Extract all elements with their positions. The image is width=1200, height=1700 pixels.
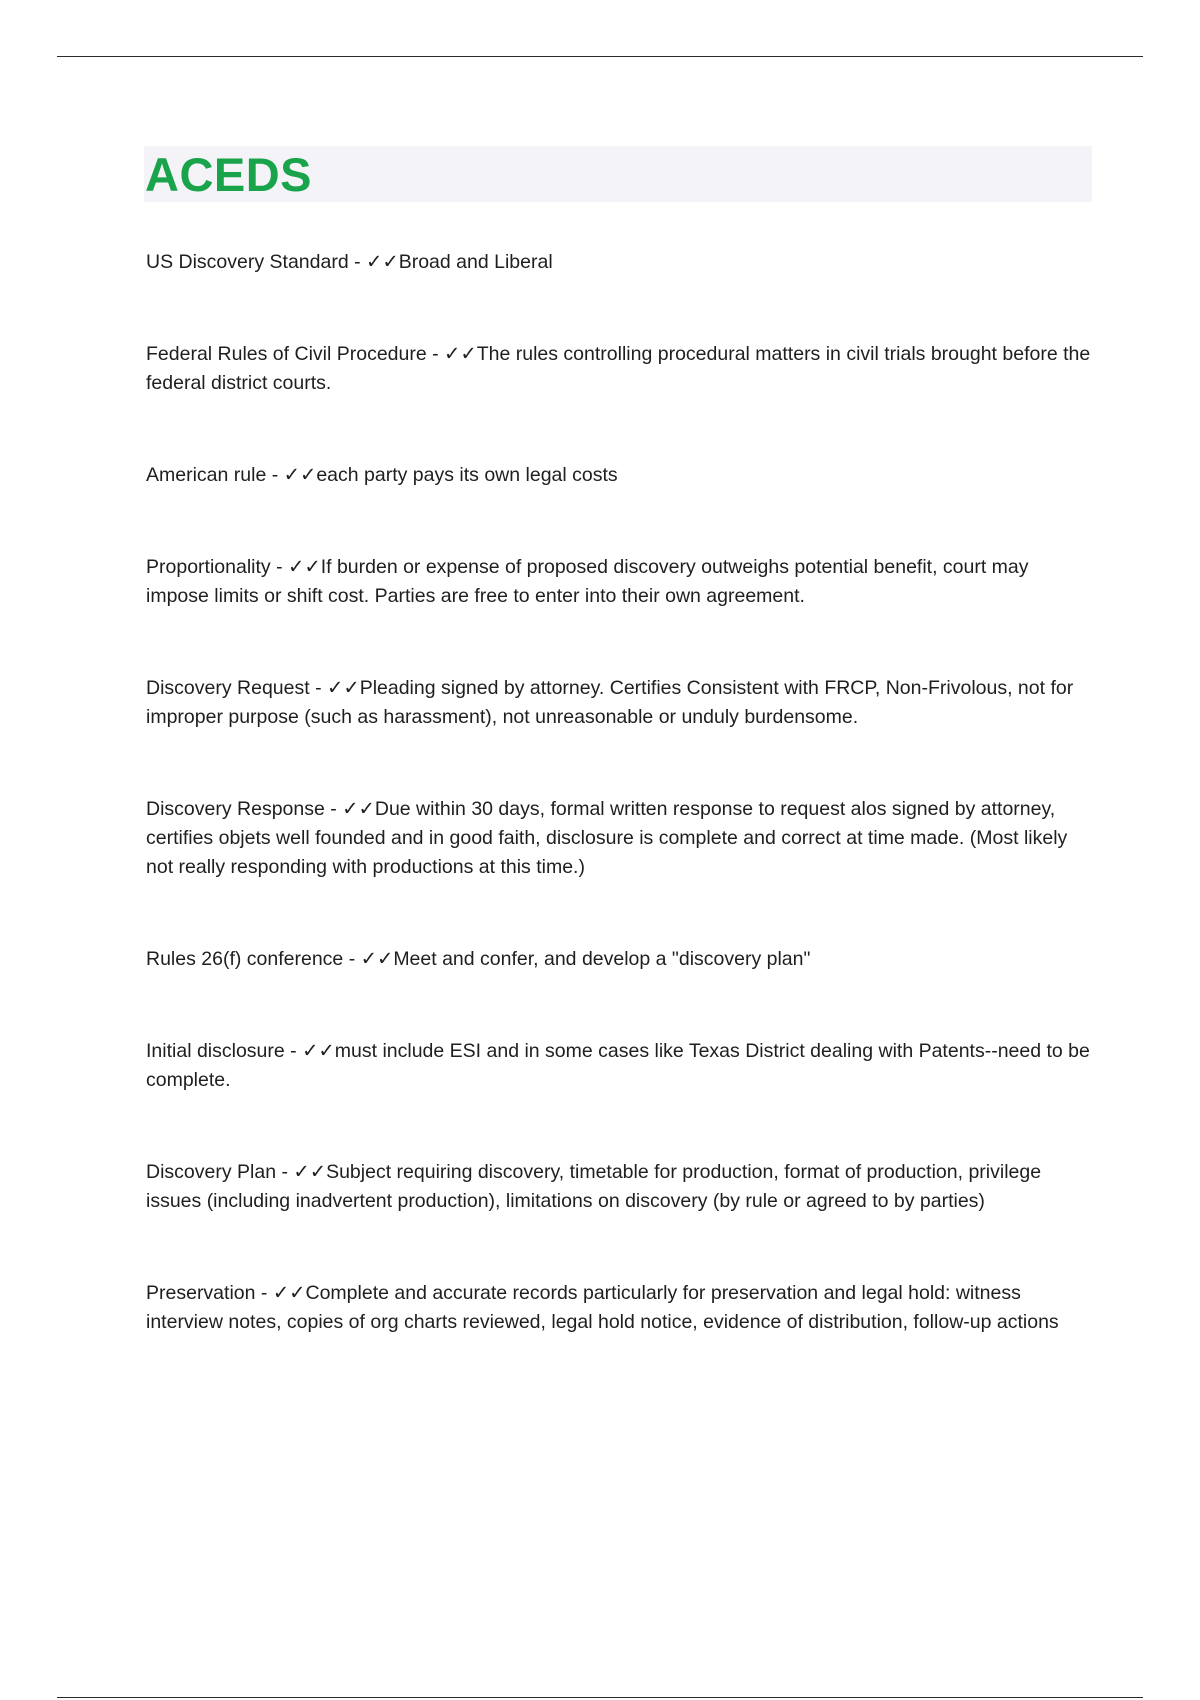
flashcard-entry xyxy=(146,340,1092,398)
entry-separator: - xyxy=(266,464,284,486)
flashcard-entry xyxy=(146,553,1092,611)
double-check-icon: ✓✓ xyxy=(342,798,375,820)
title-banner xyxy=(144,146,1092,202)
double-check-icon: ✓✓ xyxy=(288,556,321,578)
entry-term: Rules 26(f) conference xyxy=(146,948,344,970)
entry-definition: Complete and accurate records particularly for preservation and legal hold: witness interview notes, copies of org charts reviewed, legal hold notice, evidence of distribution, follow-up actions xyxy=(146,1282,1059,1333)
entry-term: Discovery Response xyxy=(146,798,325,820)
flashcard-entry xyxy=(146,1158,1092,1216)
flashcard-entry xyxy=(146,674,1092,732)
flashcard-entry xyxy=(146,248,1092,277)
bottom-rule xyxy=(57,1697,1143,1698)
flashcard-entry xyxy=(146,1037,1092,1095)
flashcard-list xyxy=(146,248,1092,1337)
entry-term: Proportionality xyxy=(146,556,271,578)
entry-separator: - xyxy=(276,1161,294,1183)
double-check-icon: ✓✓ xyxy=(302,1040,335,1062)
entry-separator: - xyxy=(270,556,288,578)
entry-separator: - xyxy=(309,677,327,699)
double-check-icon: ✓✓ xyxy=(283,464,317,486)
flashcard-entry xyxy=(146,795,1092,882)
entry-definition: Meet and confer, and develop a "discovery plan" xyxy=(393,948,811,970)
top-rule xyxy=(57,56,1143,57)
flashcard-entry xyxy=(146,1279,1092,1337)
entry-separator: - xyxy=(324,798,343,820)
double-check-icon: ✓✓ xyxy=(272,1282,306,1304)
entry-definition: If burden or expense of proposed discovery outweighs potential benefit, court may impose limits or shift cost. Parties are free to enter into their own agreement. xyxy=(146,556,1029,607)
entry-definition: Due within 30 days, formal written response to request alos signed by attorney, certifies objets well founded and in good faith, disclosure is complete and correct at time made. (Most likely not really responding with productions at this time.) xyxy=(146,798,1068,878)
entry-term: US Discovery Standard xyxy=(146,251,349,273)
page-title: ACEDS xyxy=(145,147,313,201)
entry-definition: Subject requiring discovery, timetable for production, format of production, privilege issues (including inadvertent production), limitations on discovery (by rule or agreed to by parties) xyxy=(146,1161,1042,1212)
double-check-icon: ✓✓ xyxy=(366,251,399,273)
entry-definition: must include ESI and in some cases like Texas District dealing with Patents--need to be complete. xyxy=(146,1040,1090,1091)
double-check-icon: ✓✓ xyxy=(444,343,477,365)
double-check-icon: ✓✓ xyxy=(327,677,360,699)
flashcard-entry xyxy=(146,461,1092,490)
double-check-icon: ✓✓ xyxy=(293,1161,327,1183)
entry-term: Federal Rules of Civil Procedure xyxy=(146,343,427,365)
entry-term: Discovery Plan xyxy=(146,1161,277,1183)
double-check-icon: ✓✓ xyxy=(360,948,394,970)
entry-separator: - xyxy=(284,1040,303,1062)
entry-separator: - xyxy=(343,948,361,970)
entry-term: Preservation xyxy=(146,1282,256,1304)
entry-term: Initial disclosure xyxy=(146,1040,285,1062)
entry-separator: - xyxy=(348,251,367,273)
entry-definition: The rules controlling procedural matters in civil trials brought before the federal district courts. xyxy=(146,343,1091,394)
entry-definition: Pleading signed by attorney. Certifies Consistent with FRCP, Non-Frivolous, not for improper purpose (such as harassment), not unreasonable or unduly burdensome. xyxy=(146,677,1074,728)
entry-term: American rule xyxy=(146,464,267,486)
flashcard-entry xyxy=(146,945,1092,974)
entry-separator: - xyxy=(426,343,445,365)
entry-definition: each party pays its own legal costs xyxy=(316,464,618,486)
entry-term: Discovery Request xyxy=(146,677,310,699)
entry-separator: - xyxy=(255,1282,273,1304)
entry-definition: Broad and Liberal xyxy=(398,251,553,273)
